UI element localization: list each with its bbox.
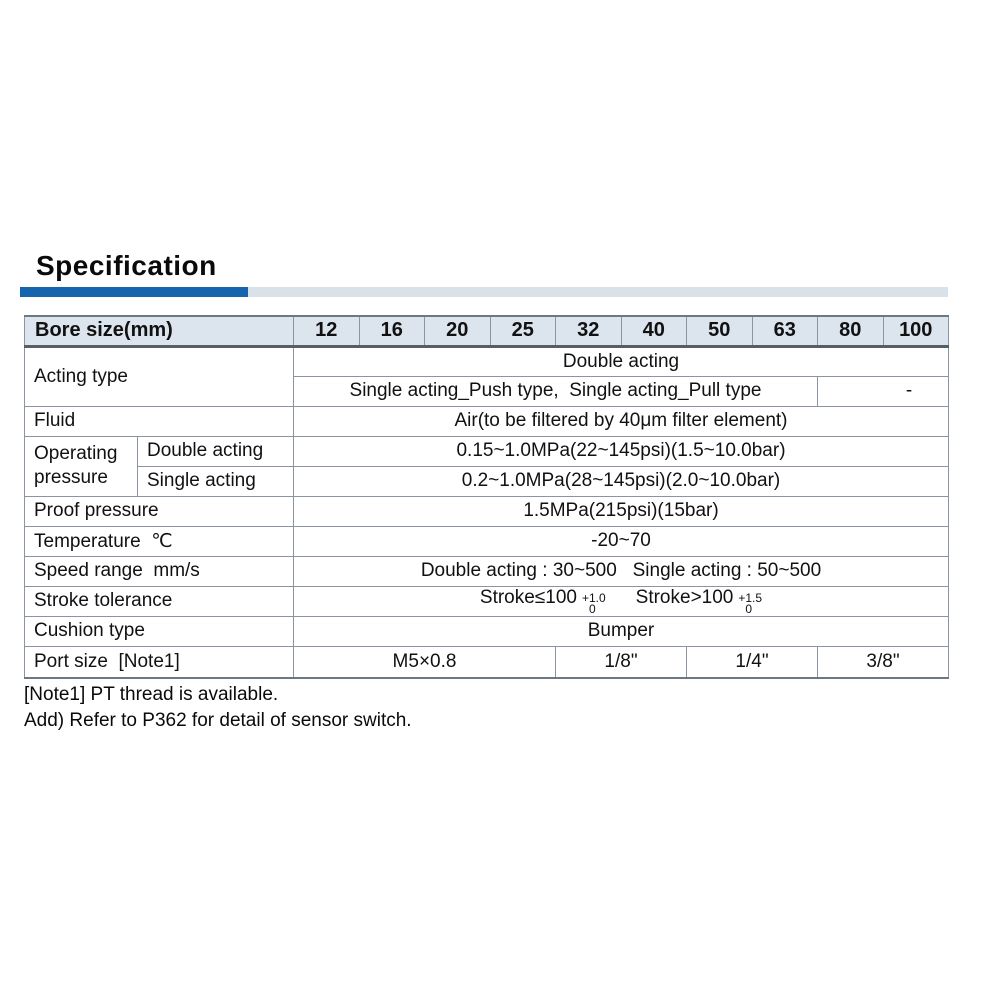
stroke-tolerance-tol2: [738, 593, 762, 615]
proof-pressure-row: [25, 496, 949, 526]
header-bore-16: 16: [359, 316, 425, 346]
port-size-label: Port size [Note1]: [25, 646, 294, 678]
stroke-tolerance-row: [25, 586, 949, 616]
stroke-tolerance-tol1: [582, 593, 606, 615]
temperature-value: -20~70: [294, 526, 949, 556]
header-bore-100: 100: [883, 316, 949, 346]
proof-pressure-value: 1.5MPa(215psi)(15bar): [294, 496, 949, 526]
temperature-row: [25, 526, 949, 556]
tolerance-superscript: +1.5: [738, 591, 763, 605]
table-header-row: [25, 316, 949, 346]
cushion-type-row: [25, 616, 949, 646]
acting-type-single-value: Single acting_Push type, Single acting_Pull type: [294, 376, 818, 406]
title-underline-bar: [20, 287, 948, 297]
acting-type-double-value: Double acting: [294, 346, 949, 376]
cushion-type-label: Cushion type: [25, 616, 294, 646]
acting-type-single-na: -: [818, 376, 949, 406]
operating-pressure-label: Operating pressure: [25, 436, 138, 496]
header-bore-32: 32: [556, 316, 622, 346]
port-size-row: [25, 646, 949, 678]
title-underline-accent: [20, 287, 248, 297]
fluid-value: Air(to be filtered by 40μm filter element): [294, 406, 949, 436]
tolerance-subscript: 0: [588, 602, 596, 616]
port-size-12-25: M5×0.8: [294, 646, 556, 678]
footnote-1: [Note1] PT thread is available.: [24, 684, 279, 705]
operating-pressure-double-row: [25, 436, 949, 466]
proof-pressure-label: Proof pressure: [25, 496, 294, 526]
speed-range-value: Double acting : 30~500 Single acting : 50~500: [294, 556, 949, 586]
header-bore-80: 80: [818, 316, 884, 346]
cushion-type-value: Bumper: [294, 616, 949, 646]
acting-type-label: Acting type: [25, 346, 294, 406]
operating-pressure-double-value: 0.15~1.0MPa(22~145psi)(1.5~10.0bar): [294, 436, 949, 466]
header-bore-12: 12: [294, 316, 360, 346]
fluid-row: [25, 406, 949, 436]
acting-type-double-row: [25, 346, 949, 376]
stroke-tolerance-part2: Stroke>100: [635, 587, 734, 608]
speed-range-label: Speed range mm/s: [25, 556, 294, 586]
temperature-label: Temperature ℃: [25, 526, 294, 556]
stroke-tolerance-part1: Stroke≤100: [479, 587, 577, 608]
header-bore-20: 20: [425, 316, 491, 346]
fluid-label: Fluid: [25, 406, 294, 436]
tolerance-subscript: 0: [745, 602, 753, 616]
stroke-tolerance-label: Stroke tolerance: [25, 586, 294, 616]
header-bore-63: 63: [752, 316, 818, 346]
footnotes: [24, 682, 412, 734]
header-bore-25: 25: [490, 316, 556, 346]
header-bore-50: 50: [687, 316, 753, 346]
header-bore-40: 40: [621, 316, 687, 346]
header-bore-size-label: Bore size(mm): [25, 316, 294, 346]
tolerance-superscript: +1.0: [581, 591, 606, 605]
port-size-50-63: 1/4": [687, 646, 818, 678]
operating-pressure-double-label: Double acting: [138, 436, 294, 466]
footnote-2: Add) Refer to P362 for detail of sensor switch.: [24, 710, 412, 731]
port-size-32-40: 1/8": [556, 646, 687, 678]
specification-table: [24, 315, 949, 679]
stroke-tolerance-value: [294, 586, 949, 616]
operating-pressure-single-value: 0.2~1.0MPa(28~145psi)(2.0~10.0bar): [294, 466, 949, 496]
port-size-80-100: 3/8": [818, 646, 949, 678]
speed-range-row: [25, 556, 949, 586]
operating-pressure-single-row: [25, 466, 949, 496]
page-title: Specification: [36, 250, 217, 281]
operating-pressure-single-label: Single acting: [138, 466, 294, 496]
